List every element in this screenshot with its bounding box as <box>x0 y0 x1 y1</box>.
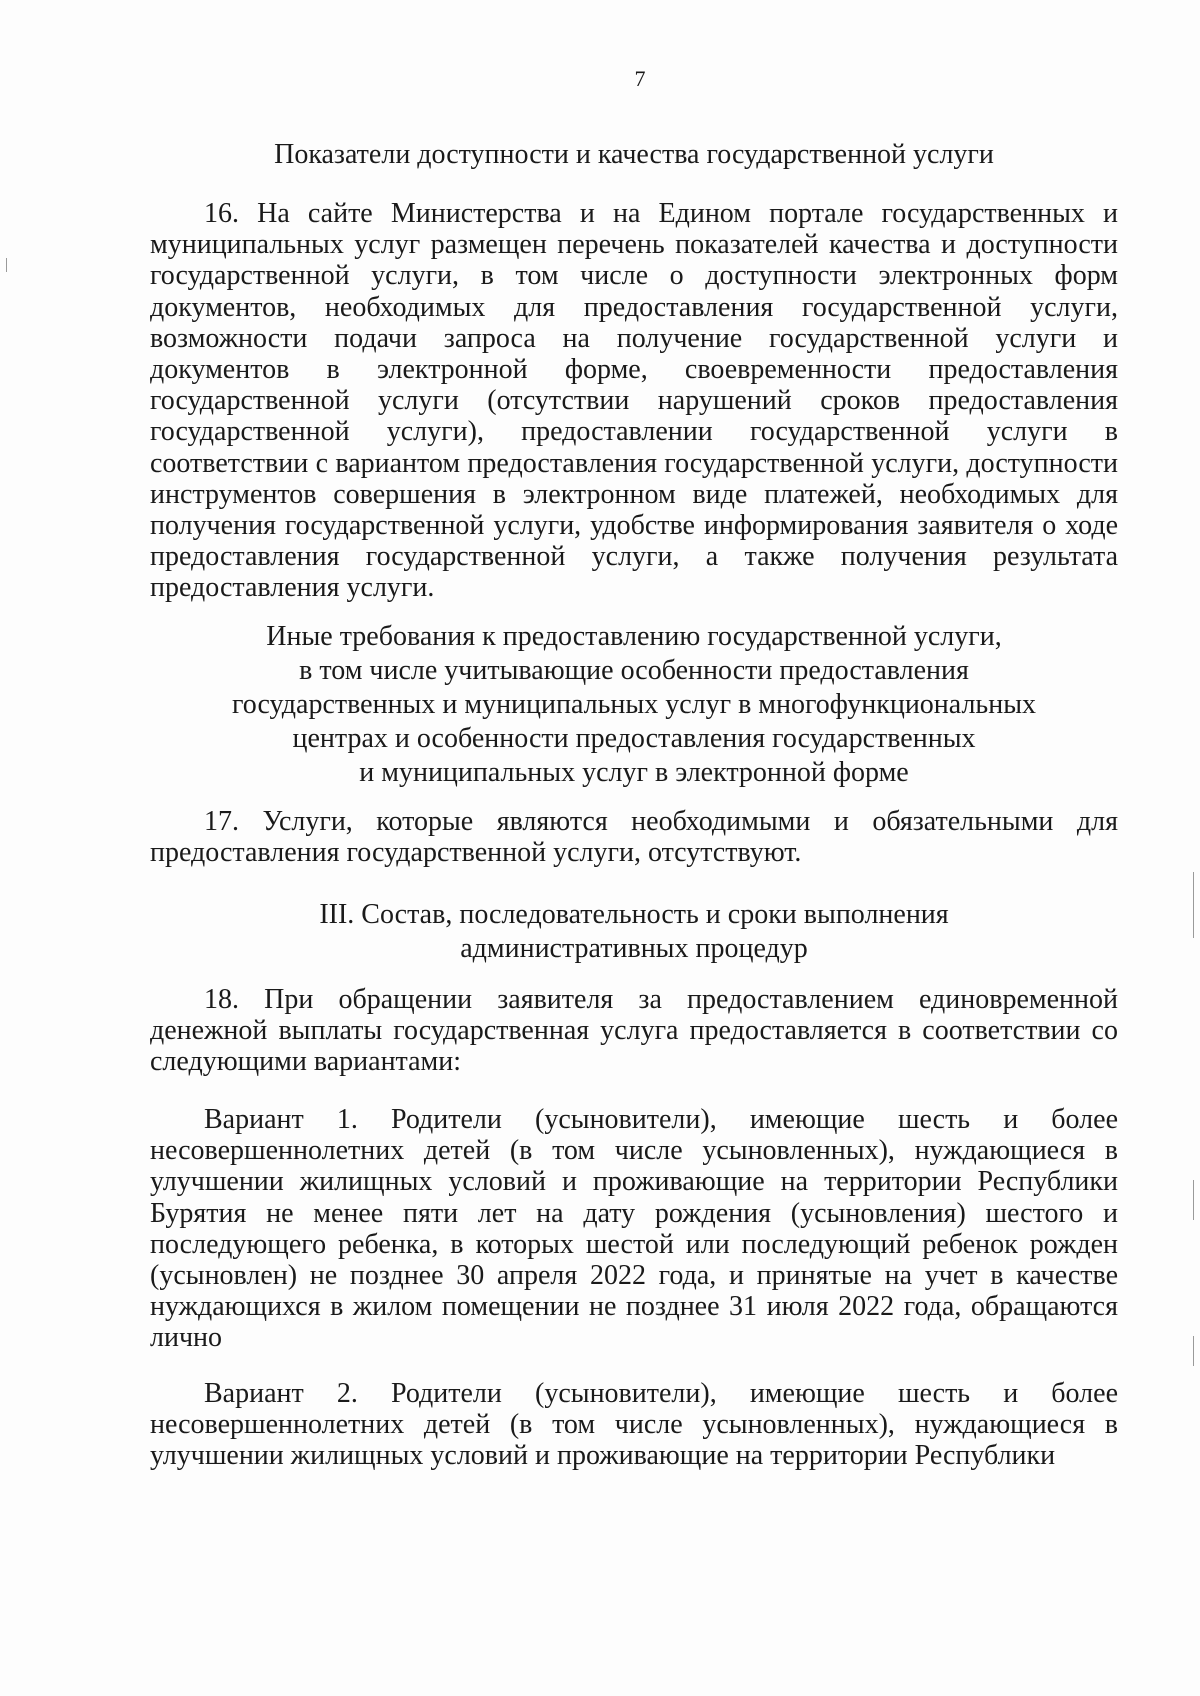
paragraph-text: 16. На сайте Министерства и на Едином портале государственных и муниципальных услуг размещен перечень показателей качества и доступности государственной услуги, в том числе о доступности электронных форм документов, необходимых для предоставления государственной услуги, возможности подачи запроса на получение государственной услуги и документов в электронной форме, своевременности предоставления государственной услуги (отсутствии нарушений сроков предоставления государственной услуги), предоставлении государственной услуги в соответствии с вариантом предоставления государственной услуги, доступности инструментов совершения в электронном виде платежей, необходимых для получения государственной услуги, удобстве информирования заявителя о ходе предоставления государственной услуги, а также получения результата предоставления услуги. <box>150 198 1118 604</box>
page-number: 7 <box>634 66 646 91</box>
scan-artifact <box>6 258 7 272</box>
scan-artifact <box>1193 872 1194 938</box>
paragraph-16 <box>150 198 1118 604</box>
paragraph-text: 18. При обращении заявителя за предоставлением единовременной денежной выплаты государственная услуга предоставляется в соответствии со следующими вариантами: <box>150 984 1118 1078</box>
variant-1 <box>150 1104 1118 1354</box>
heading-block <box>150 620 1118 790</box>
heading-block <box>150 898 1118 966</box>
heading-line: административных процедур <box>460 933 808 964</box>
paragraph-18 <box>150 984 1118 1078</box>
paragraph-text: Вариант 1. Родители (усыновители), имеющие шесть и более несовершеннолетних детей (в том числе усыновленных), нуждающиеся в улучшении жилищных условий и проживающие на территории Республики Бурятия не менее пяти лет на дату рождения (усыновления) шестого и последующего ребенка, в которых шестой или последующий ребенок рожден (усыновлен) не позднее 30 апреля 2022 года, и принятые на учет в качестве нуждающихся в жилом помещении не позднее 31 июля 2022 года, обращаются лично <box>150 1104 1118 1354</box>
paragraph-17 <box>150 806 1118 868</box>
scan-artifact <box>1193 1180 1194 1220</box>
section-heading-other-requirements <box>150 620 1118 790</box>
paragraph-text: Вариант 2. Родители (усыновители), имеющие шесть и более несовершеннолетних детей (в том числе усыновленных), нуждающиеся в улучшении жилищных условий и проживающие на территории Республики <box>150 1378 1118 1472</box>
heading-line: и муниципальных услуг в электронной форме <box>359 757 909 788</box>
heading-line: III. Состав, последовательность и сроки выполнения <box>319 899 949 930</box>
section-heading-quality <box>150 138 1118 172</box>
heading-line: центрах и особенности предоставления государственных <box>292 723 976 754</box>
heading-line: государственных и муниципальных услуг в многофункциональных <box>231 689 1036 720</box>
section-heading-3 <box>150 898 1118 966</box>
variant-2 <box>150 1378 1118 1472</box>
heading-text: Показатели доступности и качества государственной услуги <box>274 139 994 170</box>
scan-artifact <box>1193 1336 1194 1366</box>
paragraph-text: 17. Услуги, которые являются необходимыми и обязательными для предоставления государственной услуги, отсутствуют. <box>150 806 1118 869</box>
heading-line: в том числе учитывающие особенности предоставления <box>299 655 969 686</box>
heading-line: Иные требования к предоставлению государственной услуги, <box>266 621 1002 652</box>
